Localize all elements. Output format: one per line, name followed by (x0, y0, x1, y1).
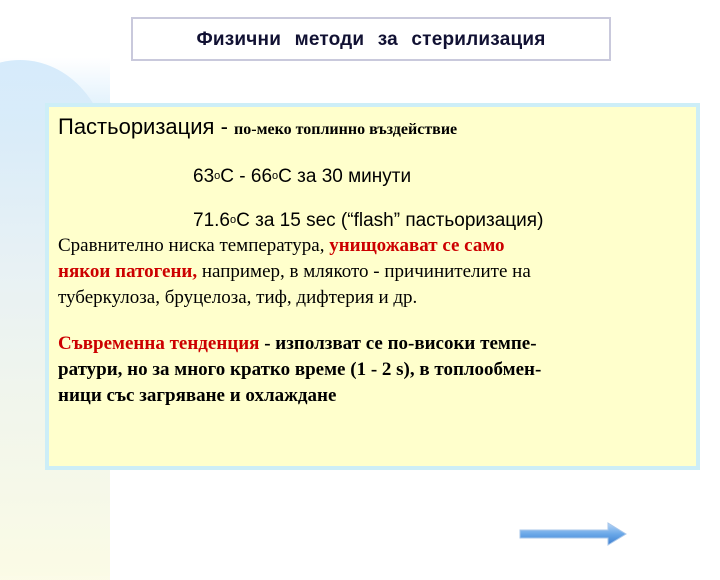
para2-line-2: ратури, но за много кратко време (1 - 2 s), в топлообмен- (58, 359, 542, 380)
para1-highlight-1: унищожават се само (329, 235, 505, 256)
para1-text-1: Сравнително ниска температура, (58, 235, 330, 256)
temp1-unit-a: C - 66 (220, 166, 273, 187)
temperature-line-2 (193, 209, 698, 233)
temperature-line-1 (193, 165, 698, 189)
slide-title-word1: Физични (196, 29, 282, 50)
para2-highlight: Съвременна тенденция (58, 333, 260, 354)
arrow-right-icon[interactable] (518, 520, 628, 548)
section-heading (58, 112, 698, 145)
temp2-value: 71.6 (193, 210, 230, 231)
content-text (58, 112, 698, 409)
paragraph-1 (58, 233, 698, 311)
degree-sup: o (272, 170, 279, 182)
slide-title-rest: методи за стерилизация (294, 29, 546, 50)
para2-line-1: - използват се по-високи темпе- (259, 333, 537, 354)
para2-line-3: ници със загряване и охлаждане (58, 385, 337, 406)
temp1-value-a: 63 (193, 166, 215, 187)
slide-title (196, 29, 545, 51)
para1-highlight-2: някои патогени, (58, 261, 198, 282)
degree-sup: o (229, 214, 237, 226)
heading-main: Пастьоризация - (58, 114, 235, 139)
heading-sub: по-меко топлинно въздействие (234, 121, 458, 138)
paragraph-2 (58, 331, 698, 409)
slide-title-box (131, 17, 611, 61)
temp1-unit-b: C за 30 минути (278, 166, 412, 187)
degree-sup: o (214, 170, 221, 182)
para1-text-3: туберкулоза, бруцелоза, тиф, дифтерия и др. (58, 287, 418, 308)
temp2-unit: C за 15 sec (“flash” пастьоризация) (236, 210, 544, 231)
para1-text-2: например, в млякото - причинителите на (197, 261, 531, 282)
